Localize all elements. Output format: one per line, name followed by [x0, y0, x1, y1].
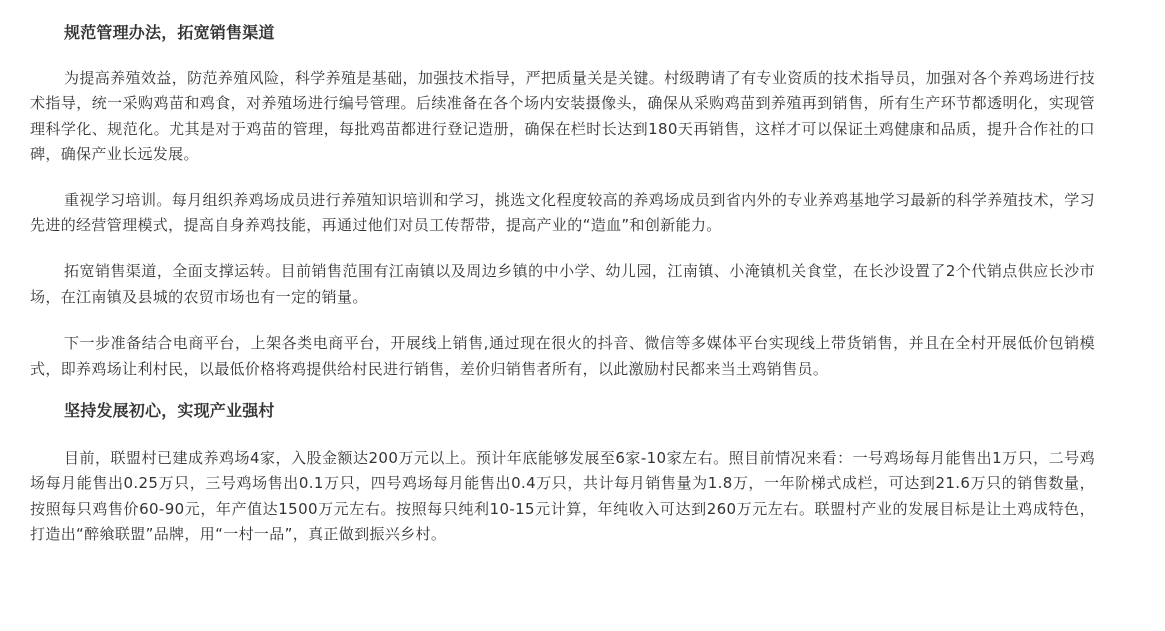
paragraph-current-status: 目前，联盟村已建成养鸡场4家，入股金额达200万元以上。预计年底能够发展至6家-10家左右。照目前情况来看：一号鸡场每月能售出1万只，二号鸡场每月能售出0.25万只，三号鸡场售出0.1万只，四号鸡场每月能售出0.4万只，共计每月销售量为1.8万，一年阶梯式成栏，可达到21.6万只的销售数量，按照每只鸡售价60-90元，年产值达1500万元左右。按照每只纯利10-15元计算，年纯收入可达到260万元左右。联盟村产业的发展目标是让土鸡成特色，打造出“醉飨联盟”品牌，用“一村一品”，真正做到振兴乡村。	[30, 449, 1095, 544]
section-heading-development: 坚持发展初心，实现产业强村	[64, 401, 275, 421]
paragraph-ecommerce-plan: 下一步准备结合电商平台，上架各类电商平台，开展线上销售,通过现在很火的抖音、微信等多媒体平台实现线上带货销售，并且在全村开展低价包销模式，即养鸡场让利村民，以最低价格将鸡提供给村民进行销售，差价归销售者所有，以此激励村民都来当土鸡销售员。	[30, 334, 1095, 378]
paragraph-technical-guidance: 为提高养殖效益，防范养殖风险，科学养殖是基础，加强技术指导，严把质量关是关键。村级聘请了有专业资质的技术指导员，加强对各个养鸡场进行技术指导，统一采购鸡苗和鸡食，对养殖场进行编号管理。后续准备在各个场内安装摄像头，确保从采购鸡苗到养殖再到销售，所有生产环节都透明化，实现管理科学化、规范化。尤其是对于鸡苗的管理，每批鸡苗都进行登记造册，确保在栏时长达到180天再销售，这样才可以保证土鸡健康和品质，提升合作社的口碑，确保产业长远发展。	[30, 69, 1095, 164]
section-heading-management: 规范管理办法，拓宽销售渠道	[64, 23, 275, 42]
paragraph-training: 重视学习培训。每月组织养鸡场成员进行养殖知识培训和学习，挑选文化程度较高的养鸡场成员到省内外的专业养鸡基地学习最新的科学养殖技术，学习先进的经营管理模式，提高自身养鸡技能，再通过他们对员工传帮带，提高产业的“造血”和创新能力。	[30, 190, 1095, 235]
paragraph-sales-channels: 拓宽销售渠道，全面支撑运转。目前销售范围有江南镇以及周边乡镇的中小学、幼儿园，江南镇、小淹镇机关食堂，在长沙设置了2个代销点供应长沙市场，在江南镇及县城的农贸市场也有一定的销量。	[30, 262, 1095, 306]
